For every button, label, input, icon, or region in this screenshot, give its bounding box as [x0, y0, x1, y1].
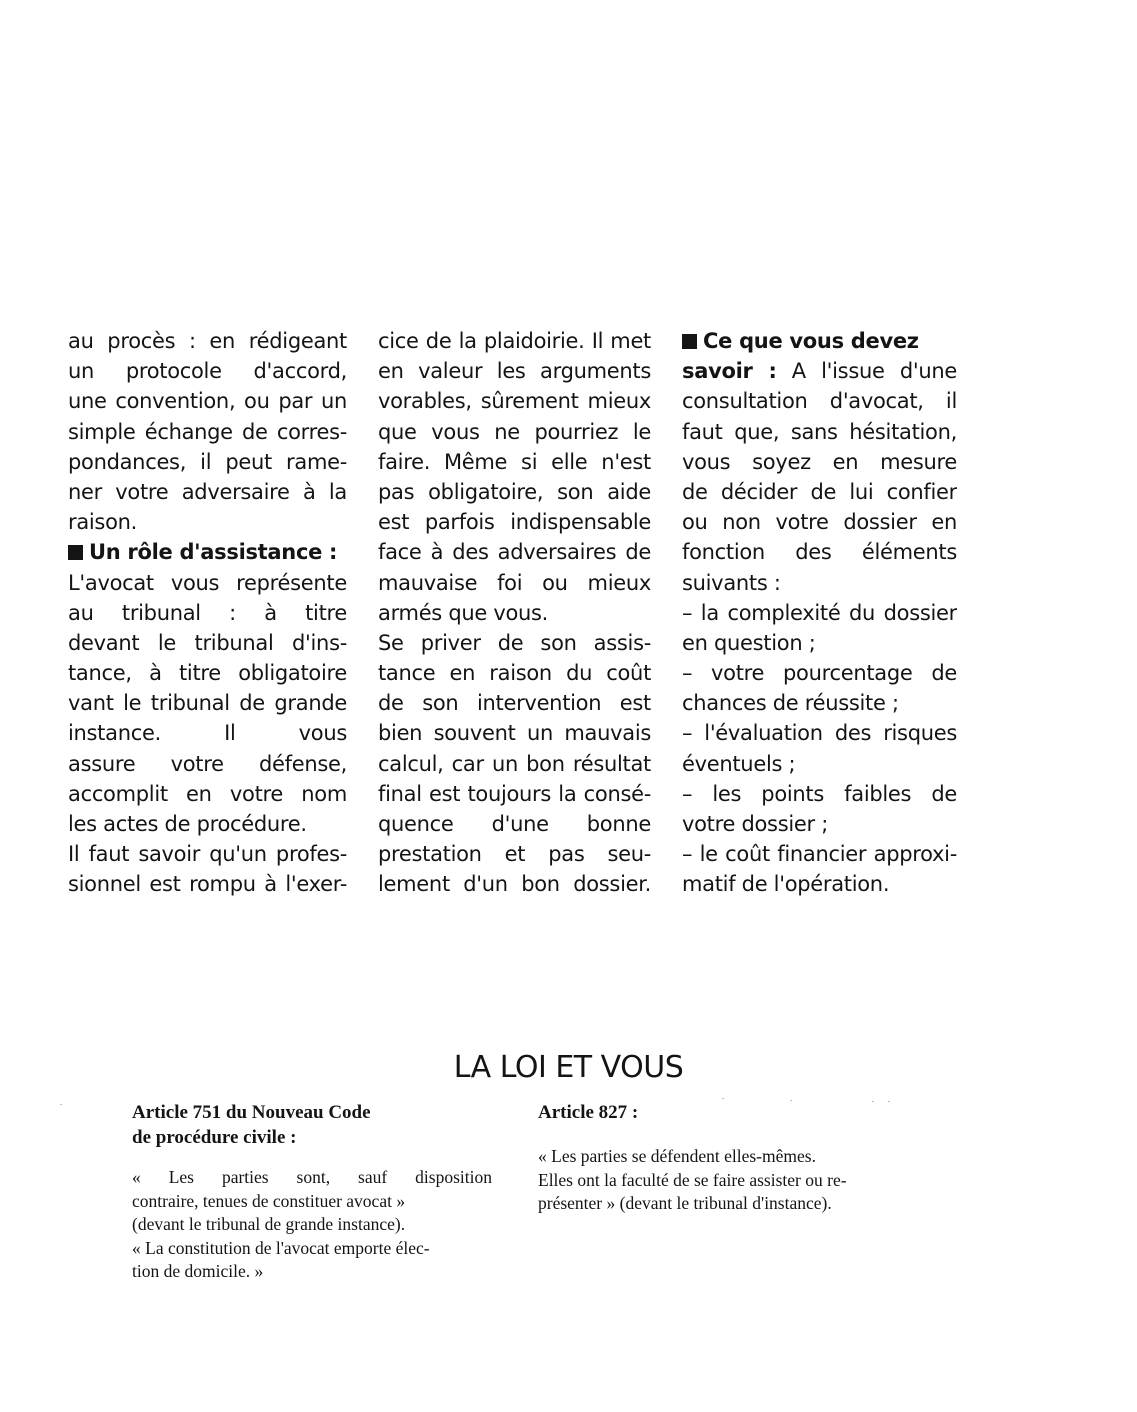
quote-line: contraire, tenues de constituer avocat »	[132, 1190, 406, 1211]
column-1-line: accomplit en votre nom	[68, 781, 347, 806]
column-3-line: éventuels ;	[682, 751, 796, 776]
column-2-line: bien souvent un mauvais	[378, 721, 651, 746]
section-heading-savoir	[682, 326, 957, 356]
square-bullet-icon	[682, 334, 697, 349]
column-1-line: assure votre défense,	[68, 751, 347, 776]
article-quote	[538, 1145, 900, 1216]
column-2-line: calcul, car un bon résultat	[378, 751, 651, 776]
section-heading-text: Un rôle d'assistance :	[89, 540, 338, 565]
column-3-line: vous soyez en mesure	[682, 449, 957, 474]
column-1-line: un protocole d'accord,	[68, 359, 347, 384]
article-column-2	[378, 326, 651, 900]
quote-line: Elles ont la faculté de se faire assister ou re-	[538, 1169, 847, 1190]
section-heading-text: Ce que vous devez	[703, 329, 919, 353]
column-3-line: consultation d'avocat, il	[682, 389, 957, 414]
column-1-line: au procès : en rédigeant	[68, 329, 347, 353]
column-2-line: prestation et pas seu-	[378, 842, 651, 867]
section-heading-assistance	[68, 537, 347, 567]
column-1-line: raison.	[68, 510, 138, 535]
article-column-3	[682, 326, 957, 900]
column-1-line: instance. Il vous	[68, 721, 347, 746]
column-1-line: ner votre adversaire à la	[68, 479, 347, 504]
column-2-line: de son intervention est	[378, 691, 651, 716]
column-2-line: en valeur les arguments	[378, 359, 651, 384]
list-item: – l'évaluation des risques	[682, 721, 957, 746]
column-2-line: final est toujours la consé-	[378, 781, 651, 806]
column-2-line: armés que vous.	[378, 600, 549, 625]
column-3-line: de décider de lui confier	[682, 479, 957, 504]
column-2-line: tance en raison du coût	[378, 661, 651, 686]
law-article-751	[132, 1100, 492, 1284]
scan-speck	[888, 1101, 890, 1102]
column-2-line: mauvaise foi ou mieux	[378, 570, 651, 595]
column-2-line: est parfois indispensable	[378, 510, 651, 535]
scan-speck	[722, 1098, 724, 1099]
column-1-line: pondances, il peut rame-	[68, 449, 347, 474]
column-3-line: ou non votre dossier en	[682, 510, 957, 535]
square-bullet-icon	[68, 545, 83, 560]
quote-line: « La constitution de l'avocat emporte élec-	[132, 1237, 430, 1258]
column-2-line: Se priver de son assis-	[378, 630, 651, 655]
article-title-line: Article 827 :	[538, 1102, 639, 1123]
column-1-line: sionnel est rompu à l'exer-	[68, 872, 347, 897]
column-1-line: les actes de procédure.	[68, 812, 307, 836]
article-quote	[132, 1166, 492, 1284]
column-3-line: faut que, sans hésitation,	[682, 419, 957, 444]
column-3-line: fonction des éléments	[682, 540, 957, 565]
column-1-line: au tribunal : à titre	[68, 600, 347, 625]
column-3-line: chances de réussite ;	[682, 691, 899, 716]
column-1-line: simple échange de corres-	[68, 419, 347, 444]
column-1-line: Il faut savoir qu'un profes-	[68, 842, 347, 867]
column-2-line: vorables, sûrement mieux	[378, 389, 651, 414]
article-column-1	[68, 326, 347, 900]
quote-line: présenter » (devant le tribunal d'instance).	[538, 1193, 832, 1213]
article-title-line: Article 751 du Nouveau Code	[132, 1102, 371, 1123]
list-item: – le coût financier approxi-	[682, 842, 957, 867]
column-2-line: cice de la plaidoirie. Il met	[378, 329, 651, 353]
column-2-line: faire. Même si elle n'est	[378, 449, 651, 474]
list-item: – votre pourcentage de	[682, 661, 957, 686]
quote-line: tion de domicile. »	[132, 1261, 264, 1281]
column-3-line: votre dossier ;	[682, 812, 828, 836]
column-3-line-rest: A l'issue d'une	[776, 359, 957, 384]
column-1-line: devant le tribunal d'ins-	[68, 630, 347, 655]
column-2-line: que vous ne pourriez le	[378, 419, 651, 444]
article-title-line: de procédure civile :	[132, 1127, 297, 1148]
column-2-line: face à des adversaires de	[378, 540, 651, 565]
scan-speck	[60, 1104, 62, 1105]
list-item: – la complexité du dossier	[682, 600, 957, 625]
scan-speck	[790, 1100, 792, 1101]
section-heading-text-continued: savoir :	[682, 359, 777, 384]
column-2-line: quence d'une bonne	[378, 812, 651, 836]
column-2-line: pas obligatoire, son aide	[378, 479, 651, 504]
column-1-line: vant le tribunal de grande	[68, 691, 347, 716]
law-box-title: LA LOI ET VOUS	[453, 1050, 684, 1085]
scan-speck	[872, 1101, 874, 1102]
quote-line: « Les parties sont, sauf disposition	[132, 1167, 492, 1187]
column-1-line: tance, à titre obligatoire	[68, 661, 347, 686]
list-item: – les points faibles de	[682, 781, 957, 806]
column-3-line	[682, 356, 957, 386]
column-3-line: matif de l'opération.	[682, 872, 890, 897]
column-3-line: suivants :	[682, 570, 781, 595]
law-article-827	[538, 1100, 900, 1216]
column-2-line: lement d'un bon dossier.	[378, 872, 651, 897]
column-1-line: L'avocat vous représente	[68, 570, 347, 595]
column-3-line: en question ;	[682, 630, 816, 655]
quote-line: « Les parties se défendent elles-mêmes.	[538, 1146, 816, 1166]
column-1-line: une convention, ou par un	[68, 389, 347, 414]
quote-line: (devant le tribunal de grande instance).	[132, 1214, 406, 1234]
